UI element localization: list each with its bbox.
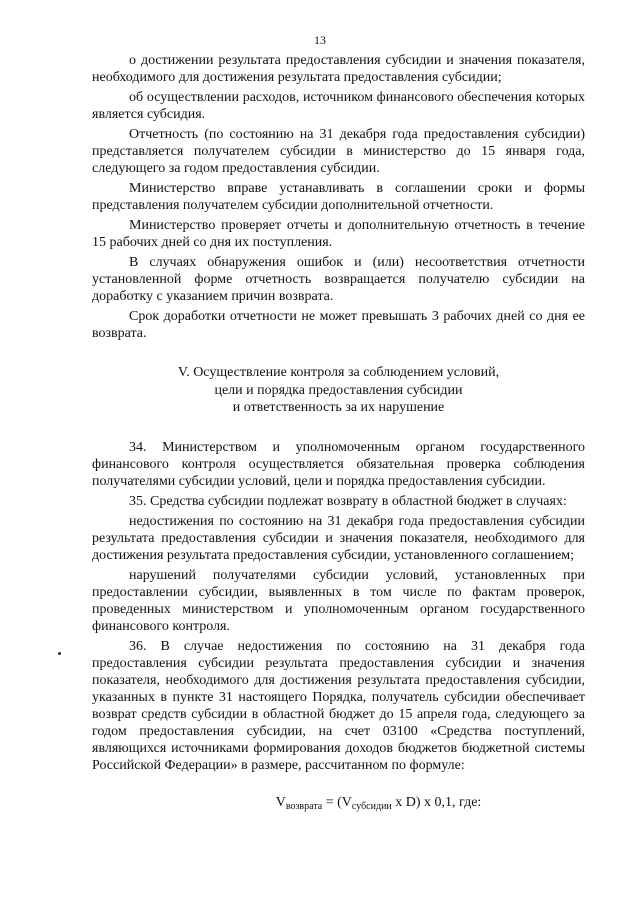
paragraph: Министерство вправе устанавливать в соглашении сроки и формы представления получателем субсидии дополнительной отчетности. (92, 181, 585, 213)
page-number: 13 (314, 33, 326, 47)
document-body (92, 52, 585, 815)
paragraph: недостижения по состоянию на 31 декабря года предоставления субсидии результата предоставления субсидии и значения показателя, необходимого для достижения результата предоставления субсидии, установленного соглашением; (92, 513, 585, 563)
formula-part: x D) x 0,1, где: (391, 794, 482, 810)
paragraph: В случаях обнаружения ошибок и (или) несоответствия отчетности установленной форме отчетность возвращается получателю субсидии на доработку с указанием причин возврата. (92, 255, 585, 304)
section-heading-line: V. Осуществление контроля за соблюдением условий, (177, 365, 500, 380)
section-heading-line: и ответственность за их нарушение (232, 400, 445, 415)
paragraph: о достижении результата предоставления субсидии и значения показателя, необходимого для достижения результата предоставления субсидии; (92, 53, 585, 85)
formula (92, 794, 585, 815)
paragraph: Срок доработки отчетности не может превышать 3 рабочих дней со дня ее возврата. (92, 309, 585, 341)
formula-v: V (275, 794, 286, 810)
section-heading-line: цели и порядка предоставления субсидии (214, 382, 463, 398)
formula-part: = (V (322, 794, 352, 810)
formula-subscript: субсидии (351, 800, 392, 812)
paragraph-item-35: 35. Средства субсидии подлежат возврату в областной бюджет в случаях: (129, 493, 567, 509)
paragraph-item-34: 34. Министерством и уполномоченным органом государственного финансового контроля осуществляется обязательная проверка соблюдения получателями субсидии условий, цели и порядка предоставления субсидии. (92, 439, 585, 489)
paragraph: Министерство проверяет отчеты и дополнительную отчетность в течение 15 рабочих дней со дня их поступления. (92, 218, 585, 250)
formula-subscript: возврата (285, 800, 323, 812)
paragraph-item-36: 36. В случае недостижения по состоянию на 31 декабря года предоставления субсидии результата предоставления субсидии и значения показателя, необходимого для достижения результата предоставления субсидии, указанных в пункте 31 настоящего Порядка, получатель субсидии обеспечивает возврат средств субсидии в областной бюджет до 15 апреля года, следующего за годом предоставления субсидии, на счет 03100 «Средства поступлений, являющихся источниками формирования доходов бюджетов бюджетной системы Российской Федерации» в размере, рассчитанном по формуле: (92, 638, 585, 773)
scan-speck (58, 652, 61, 655)
paragraph: нарушений получателями субсидии условий, установленных при предоставлении субсидии, выявленных в том числе по фактам проверок, проведенных министерством и уполномоченным органом государственного финансового контроля. (92, 567, 585, 634)
section-heading (92, 364, 585, 417)
paragraph: Отчетность (по состоянию на 31 декабря года предоставления субсидии) представляется получателем субсидии в министерство до 15 января года, следующего за годом предоставления субсидии. (92, 127, 585, 176)
paragraph: об осуществлении расходов, источником финансового обеспечения которых является субсидия. (92, 90, 585, 122)
